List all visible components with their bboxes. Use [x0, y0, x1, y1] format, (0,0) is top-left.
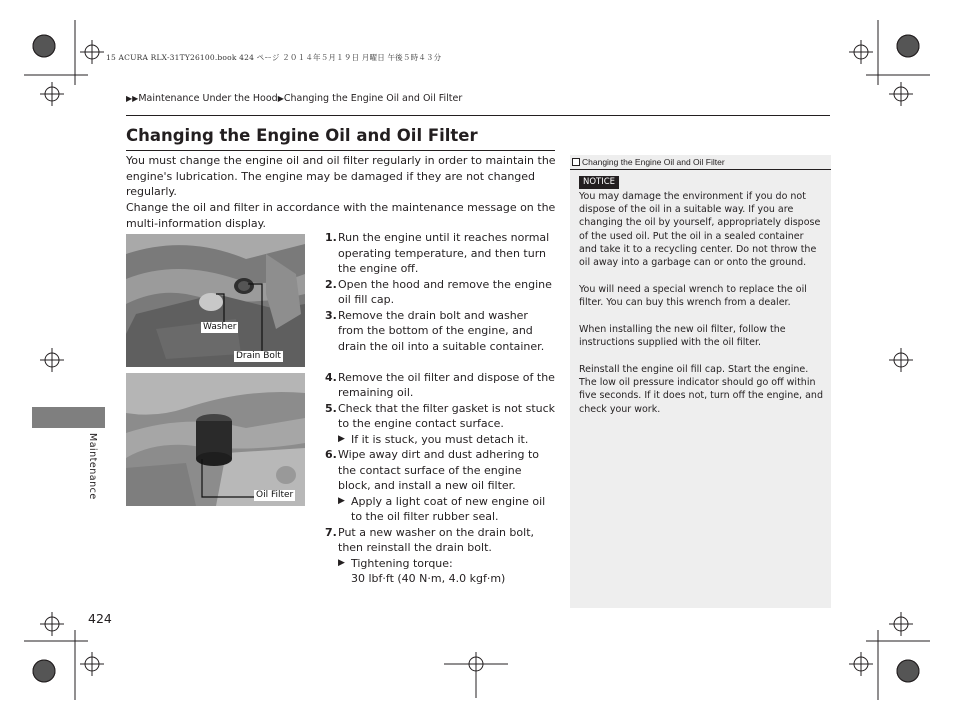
torque-value: 30 lbf·ft (40 N·m, 4.0 kgf·m) — [351, 572, 506, 585]
note-text: Tightening torque: — [351, 556, 453, 570]
arrow-icon: ▶ — [277, 94, 284, 103]
step-number: 5. — [325, 401, 337, 415]
intro-paragraph: Change the oil and filter in accordance with the maintenance message on the multi-information display. — [126, 201, 556, 230]
header-rule — [126, 115, 830, 116]
step-text: Check that the filter gasket is not stuck to the engine contact surface. — [338, 401, 556, 430]
step-5 — [325, 401, 557, 448]
step-6 — [325, 447, 557, 525]
step-text: Wipe away dirt and dust adhering to the contact surface of the engine block, and install a new oil filter. — [338, 448, 540, 492]
step-2 — [325, 277, 557, 308]
step-text: Open the hood and remove the engine oil fill cap. — [338, 277, 552, 306]
step-number: 7. — [325, 525, 337, 539]
sidebar-header — [570, 155, 831, 170]
double-arrow-icon: ▶▶ — [126, 94, 139, 103]
step-3 — [325, 308, 557, 355]
section-tab — [32, 407, 105, 428]
sidebar-paragraph: You may damage the environment if you do not dispose of the oil in a suitable way. If you are changing the oil by yourself, appropriately dispose of the used oil. Put the oil in a sealed container and take it to a recycling center. Do not throw the oil away into a garbage can or onto the ground. — [579, 191, 821, 269]
step-4 — [325, 370, 557, 401]
step-1 — [325, 230, 557, 277]
page-title: Changing the Engine Oil and Oil Filter — [126, 126, 478, 145]
step-text: Run the engine until it reaches normal operating temperature, and then turn the engine off. — [338, 231, 550, 275]
notes-sidebar — [570, 155, 831, 608]
procedure-steps — [325, 230, 557, 587]
print-header: 15 ACURA RLX-31TY26100.book 424 ページ ２０１４年５月１９日 月曜日 午後５時４３分 — [106, 53, 442, 62]
step-text: Remove the oil filter and dispose of the remaining oil. — [338, 370, 555, 399]
section-tab-text: Maintenance — [87, 433, 98, 500]
step-note — [338, 494, 557, 525]
notice-badge: NOTICE — [579, 176, 619, 189]
reference-icon — [572, 158, 580, 166]
note-arrow-icon: ▶ — [338, 495, 345, 506]
drain-bolt-photo — [126, 234, 305, 367]
intro-paragraph: You must change the engine oil and oil filter regularly in order to maintain the engine's lubrication. The engine may be damaged if they are not changed regularly. — [126, 154, 556, 198]
sidebar-header-text: Changing the Engine Oil and Oil Filter — [582, 157, 725, 167]
drain-bolt-label: Drain Bolt — [236, 351, 281, 361]
note-text: If it is stuck, you must detach it. — [351, 432, 529, 446]
title-rule — [126, 150, 555, 151]
note-text: Apply a light coat of new engine oil to the oil filter rubber seal. — [351, 494, 546, 523]
step-number: 3. — [325, 308, 337, 322]
sidebar-paragraph: You will need a special wrench to replace the oil filter. You can buy this wrench from a dealer. — [579, 284, 807, 309]
step-text: Remove the drain bolt and washer from the bottom of the engine, and drain the oil into a suitable container. — [338, 308, 545, 353]
step-number: 1. — [325, 231, 337, 244]
page-number: 424 — [88, 611, 112, 626]
sidebar-paragraph: When installing the new oil filter, follow the instructions supplied with the oil filter. — [579, 324, 786, 349]
note-arrow-icon: ▶ — [338, 433, 345, 444]
sidebar-paragraph: Reinstall the engine oil fill cap. Start the engine. The low oil pressure indicator should go off within five seconds. If it does not, turn off the engine, and check your work. — [579, 364, 823, 415]
section-tab-label — [80, 433, 108, 503]
step-number: 4. — [325, 370, 337, 384]
oil-filter-label: Oil Filter — [256, 490, 294, 500]
step-note — [338, 432, 557, 448]
step-text: Put a new washer on the drain bolt, then reinstall the drain bolt. — [338, 525, 535, 554]
breadcrumb-item: Maintenance Under the Hood — [138, 93, 278, 104]
oil-filter-photo — [126, 373, 305, 506]
step-number: 2. — [325, 277, 337, 291]
breadcrumb-item: Changing the Engine Oil and Oil Filter — [283, 93, 463, 104]
washer-label: Washer — [203, 322, 237, 332]
step-note — [338, 556, 557, 587]
step-7 — [325, 525, 557, 587]
breadcrumb — [126, 93, 462, 104]
note-arrow-icon: ▶ — [338, 557, 345, 568]
step-number: 6. — [325, 448, 337, 461]
